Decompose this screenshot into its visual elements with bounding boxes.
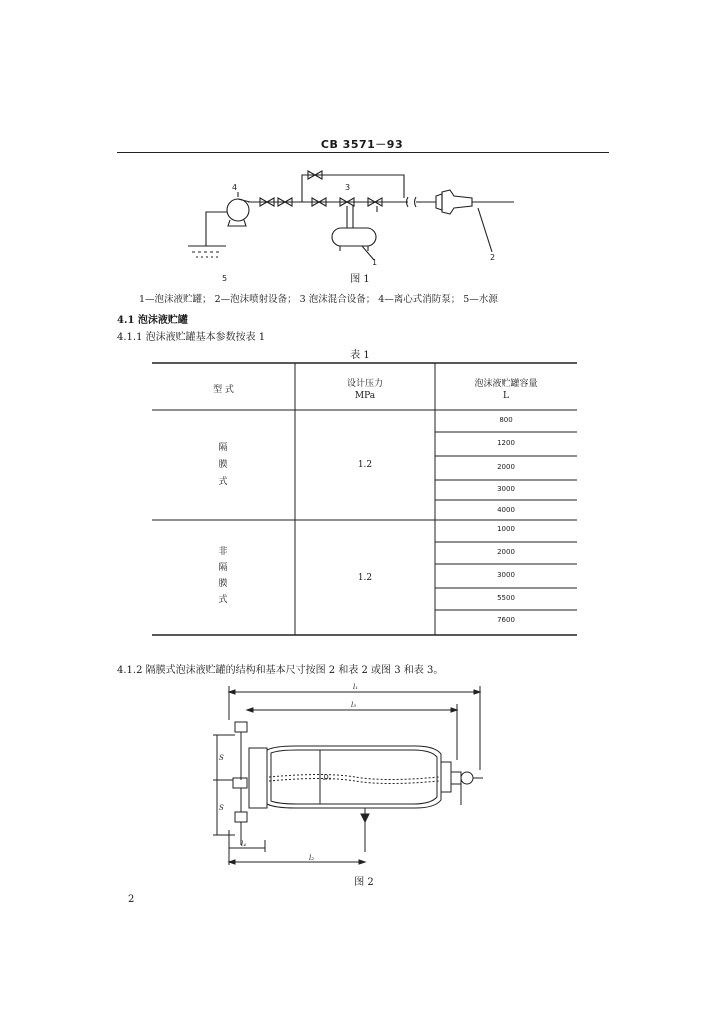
dim-l4: l₄ — [241, 840, 247, 848]
table1-capacity: 5500 — [497, 594, 515, 602]
table1-capacity: 4000 — [497, 506, 515, 514]
type-char: 隔 — [218, 563, 228, 573]
type-char: 膜 — [218, 460, 228, 470]
type-char: 式 — [218, 477, 228, 487]
type-char: 膜 — [218, 579, 228, 589]
fig1-label-4: 4 — [232, 183, 238, 192]
table1-capacity: 7600 — [497, 616, 515, 624]
table1-pressure-non-diaphragm: 1.2 — [357, 573, 373, 583]
table1-capacity: 2000 — [497, 463, 515, 471]
section-4-1-heading: 4.1 泡沫液贮罐 — [117, 315, 188, 326]
figure1-caption: 图 1 — [350, 274, 370, 285]
table1-capacity: 1000 — [497, 525, 515, 533]
dim-s-lower: S — [219, 804, 224, 812]
figure1-legend: 1—泡沫液贮罐； 2—泡沫喷射设备； 3 泡沫混合设备； 4—离心式消防泵； 5—水源 — [139, 294, 498, 305]
page-number: 2 — [128, 894, 135, 905]
table1-capacity: 3000 — [497, 571, 515, 579]
type-char: 式 — [218, 595, 228, 605]
table1-capacity: 2000 — [497, 548, 515, 556]
section-4-1-2-text: 4.1.2 隔膜式泡沫液贮罐的结构和基本尺寸按图 2 和表 2 或图 3 和表 3。 — [117, 665, 444, 676]
fig1-label-5: 5 — [222, 274, 228, 283]
figure2-caption: 图 2 — [354, 877, 374, 888]
table1-header-type: 型 式 — [213, 385, 234, 395]
table1-capacity: 800 — [499, 416, 513, 424]
table1-title: 表 1 — [350, 350, 370, 361]
table1-header-pressure-unit: MPa — [354, 391, 376, 401]
dim-l1: l₁ — [353, 683, 359, 691]
figure2-drawing — [205, 680, 500, 865]
table1-header-capacity: 泡沫液贮罐容量 — [474, 379, 538, 389]
table1-type-diaphragm — [216, 440, 230, 491]
table1-type-non-diaphragm — [216, 544, 230, 608]
table1-header-pressure: 设计压力 — [346, 379, 383, 389]
section-4-1-1-text: 4.1.1 泡沫液贮罐基本参数按表 1 — [117, 332, 266, 343]
dim-s-upper: S — [219, 754, 224, 762]
dim-d1: D₁ — [323, 774, 332, 782]
type-char: 隔 — [218, 443, 228, 453]
fig1-label-2: 2 — [490, 253, 496, 262]
table1-header-capacity-unit: L — [503, 391, 509, 401]
fig1-label-3: 3 — [345, 183, 351, 192]
table1-capacity: 3000 — [497, 485, 515, 493]
standard-number-header: CB 3571－93 — [320, 138, 404, 151]
type-char: 非 — [218, 547, 228, 557]
table1-capacity: 1200 — [497, 439, 515, 447]
fig1-label-1: 1 — [372, 258, 378, 267]
dim-l2: l₂ — [309, 854, 315, 862]
table1-pressure-diaphragm: 1.2 — [357, 460, 373, 470]
dim-l3: l₃ — [351, 701, 357, 709]
